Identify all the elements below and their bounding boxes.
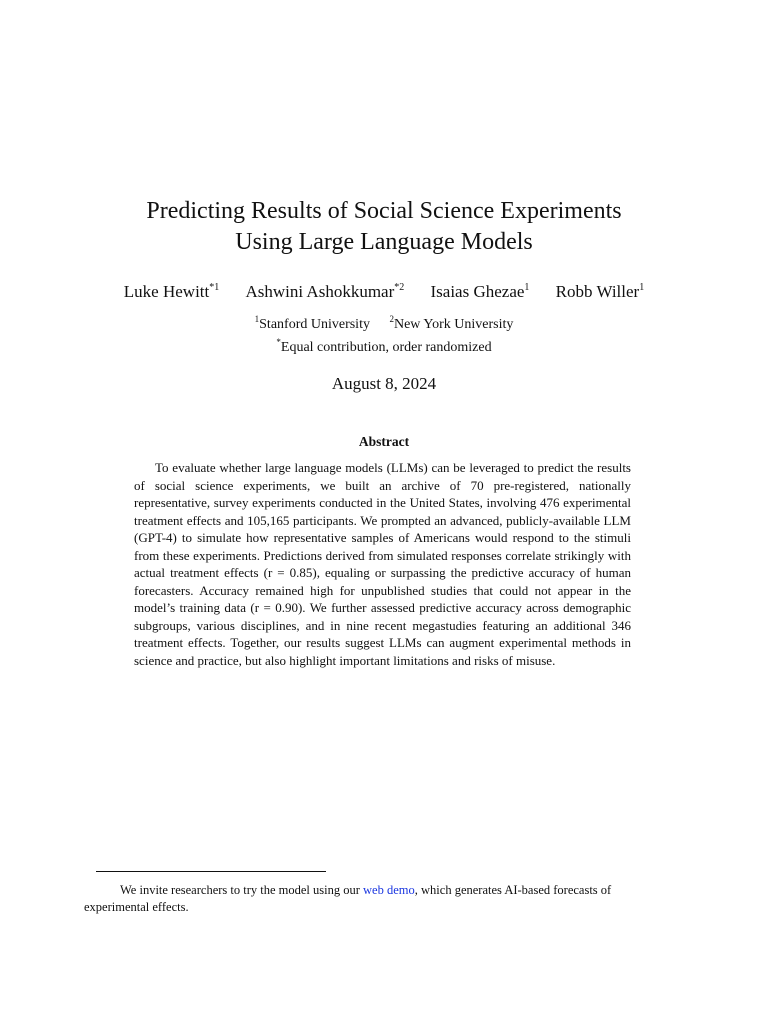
author-name: Luke Hewitt (123, 282, 210, 301)
author-4 (556, 281, 645, 303)
footnote (84, 882, 668, 915)
author-2 (246, 281, 405, 303)
equal-contribution-marker: * (276, 337, 281, 347)
publication-date: August 8, 2024 (331, 374, 437, 393)
equal-contribution-text: Equal contribution, order randomized (280, 340, 492, 355)
abstract-body: To evaluate whether large language models (LLMs) can be leveraged to predict the results of social science experiments, we built an archive of 70 pre-registered, nationally representative, survey experiments conducted in the United States, involving 476 experimental treatment effects and 105,165 participants. We prompted an advanced, publicly-available LLM (GPT-4) to simulate how representative samples of Americans would respond to the stimuli from these experiments. Predictions derived from simulated responses correlate strikingly with actual treatment effects (r = 0.85), equaling or surpassing the predictive accuracy of human forecasters. Accuracy remained high for unpublished studies that could not appear in the model’s training data (r = 0.90). We further assessed predictive accuracy across demographic subgroups, various disciplines, and in nine recent megastudies featuring an additional 346 treatment effects. Together, our results suggest LLMs can augment experimental methods in science and practice, but also highlight important limitations and risks of misuse. (134, 460, 631, 668)
affiliations (0, 316, 768, 334)
author-1 (124, 281, 219, 303)
author-marker: 1 (524, 282, 530, 293)
paper-title-line-2: Using Large Language Models (235, 229, 533, 255)
author-name: Robb Willer (555, 282, 640, 301)
author-name: Isaias Ghezae (430, 282, 525, 301)
author-name: Ashwini Ashokkumar (245, 282, 395, 301)
paper-title (0, 196, 768, 258)
web-demo-link[interactable]: web demo (363, 883, 415, 897)
author-marker: *1 (209, 282, 220, 293)
footnote-divider (96, 871, 326, 872)
affiliation-marker: 2 (389, 314, 394, 324)
abstract-heading: Abstract (358, 434, 410, 449)
affiliation-2 (389, 316, 513, 334)
footnote-text-after: , which generates AI-based forecasts of experimental effects. (84, 883, 612, 914)
affiliation-name: New York University (393, 317, 514, 332)
affiliation-1 (255, 316, 370, 334)
equal-contribution-note (0, 339, 768, 357)
author-marker: *2 (394, 282, 405, 293)
author-marker: 1 (639, 282, 645, 293)
author-list (0, 281, 768, 303)
author-3 (431, 281, 530, 303)
paper-title-line-1: Predicting Results of Social Science Experiments (146, 198, 622, 224)
affiliation-name: Stanford University (259, 317, 370, 332)
affiliation-marker: 1 (254, 314, 260, 324)
footnote-text-before: We invite researchers to try the model using our (120, 883, 364, 897)
